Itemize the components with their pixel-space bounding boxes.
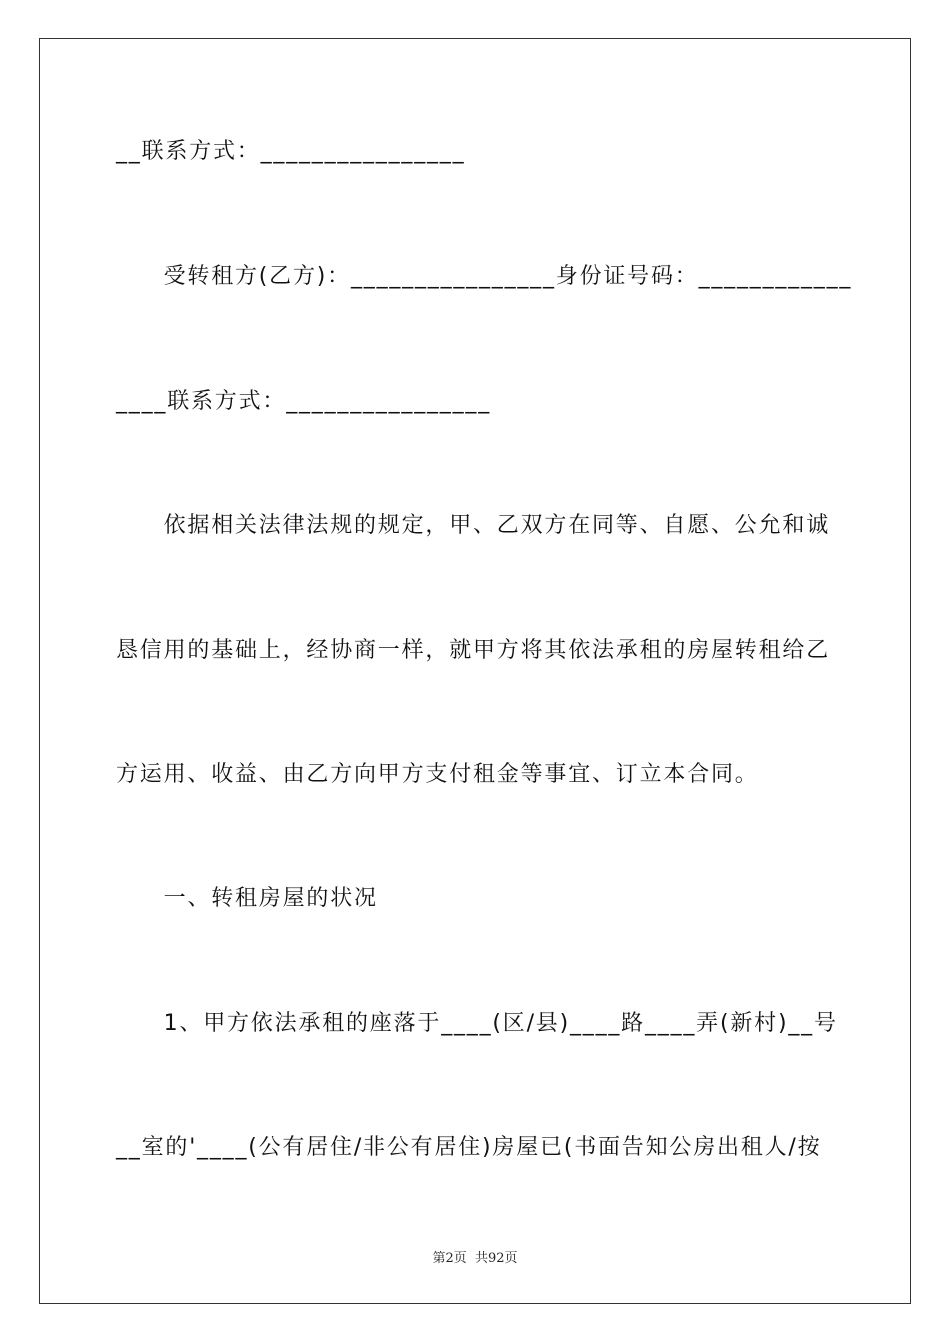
- text-line-contact-2: ____联系方式：________________: [116, 389, 492, 414]
- text-line-preamble-1: 依据相关法律法规的规定，甲、乙双方在同等、自愿、公允和诚: [116, 513, 831, 538]
- section-heading: 一、转租房屋的状况: [116, 886, 378, 911]
- page-number: 第2页: [432, 1251, 467, 1266]
- page-frame: [39, 38, 911, 1304]
- page-footer: [0, 1247, 950, 1266]
- text-line-preamble-3: 方运用、收益、由乙方向甲方支付租金等事宜、订立本合同。: [116, 762, 759, 787]
- text-line-clause-1: 1、甲方依法承租的座落于____(区/县)____路____弄(新村)__号: [116, 1011, 838, 1036]
- text-line-contact-1: __联系方式：________________: [116, 139, 466, 164]
- total-pages: 共92页: [474, 1251, 518, 1266]
- text-line-preamble-2: 恳信用的基础上，经协商一样，就甲方将其依法承租的房屋转租给乙: [116, 638, 831, 663]
- text-line-clause-2: __室的'____(公有居住/非公有居住)房屋已(书面告知公房出租人/按: [116, 1135, 822, 1160]
- text-line-sublessee: 受转租方(乙方)：________________身份证号码：____________: [116, 264, 853, 289]
